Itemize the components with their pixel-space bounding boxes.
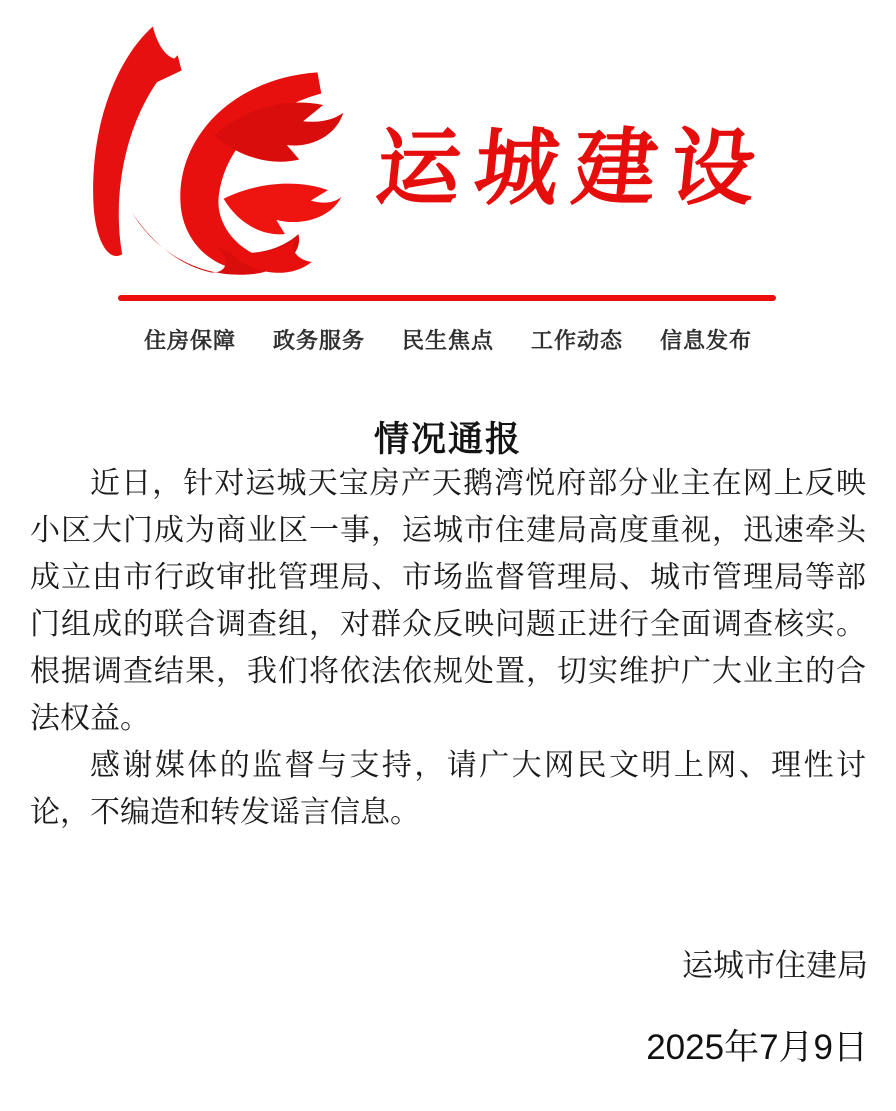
notice-date: 2025年7月9日 xyxy=(646,1028,868,1067)
nav-item-government-services[interactable]: 政务服务 xyxy=(272,327,365,353)
red-divider xyxy=(118,295,776,301)
nav-menu xyxy=(0,322,896,356)
notice-paragraph-2: 感谢媒体的监督与支持，请广大网民文明上网、理性讨论，不编造和转发谣言信息。 xyxy=(30,749,866,829)
notice-paragraph-1: 近日，针对运城天宝房产天鹅湾悦府部分业主在网上反映小区大门成为商业区一事，运城市住建局高度重视，迅速牵头成立由市行政审批管理局、市场监督管理局、城市管理局等部门组成的联合调查组，对群众反映问题正进行全面调查核实。根据调查结果，我们将依法依规处置，切实维护广大业主的合法权益。 xyxy=(30,467,866,735)
notice-title: 情况通报 xyxy=(373,420,522,459)
phoenix-ribbon-logo-icon xyxy=(82,8,350,290)
signature: 运城市住建局 xyxy=(682,948,868,983)
notice-body xyxy=(0,420,896,1070)
header xyxy=(0,0,896,302)
nav-item-work-updates[interactable]: 工作动态 xyxy=(531,327,624,353)
nav-item-information-release[interactable]: 信息发布 xyxy=(660,327,753,353)
nav-item-livelihood-focus[interactable]: 民生焦点 xyxy=(401,327,494,353)
brand-calligraphy: 运城建设 xyxy=(371,118,775,217)
nav-item-housing-security[interactable]: 住房保障 xyxy=(143,327,236,353)
